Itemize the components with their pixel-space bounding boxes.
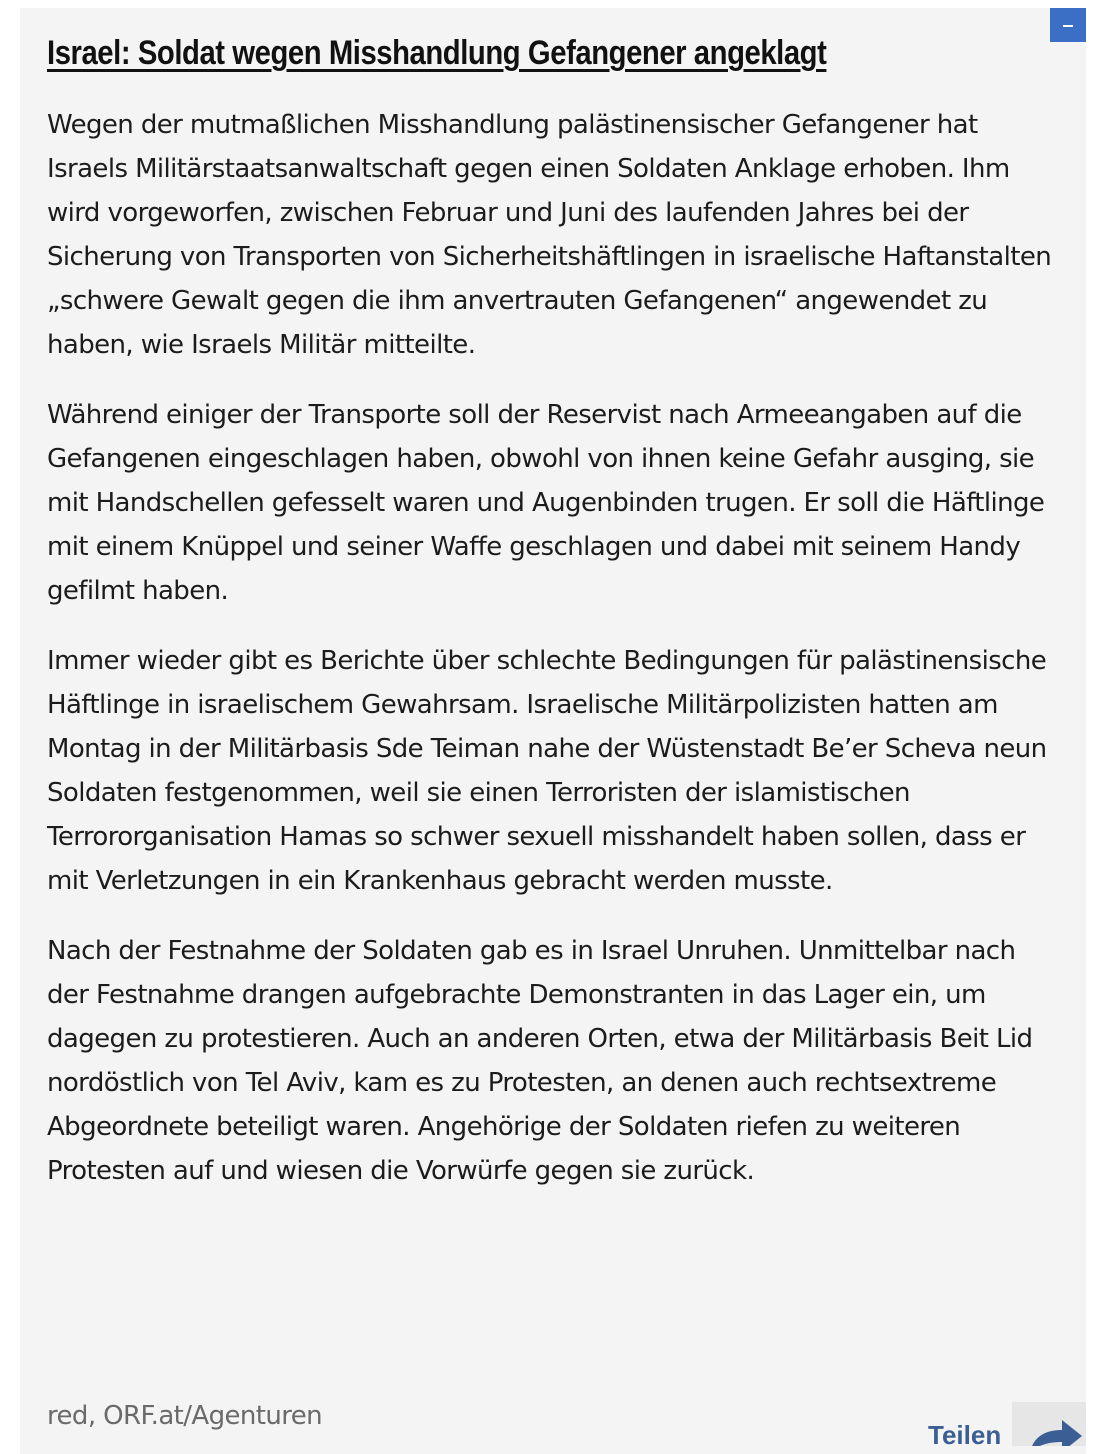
minus-icon xyxy=(1063,25,1073,27)
story-title[interactable]: Israel: Soldat wegen Misshandlung Gefangener angeklagt xyxy=(47,34,827,72)
story-source: red, ORF.at/Agenturen xyxy=(47,1401,323,1431)
story-paragraph-3: Immer wieder gibt es Berichte über schlechte Bedingungen für palästinensische Häftlinge in israelischem Gewahrsam. Israelische Militärpolizisten hatten am Montag in der Militärbasis Sde Teiman nahe der Wüstenstadt Be’er Scheva neun Soldaten festgenommen, weil sie einen Terroristen der islamistischen Terrororganisation Hamas so schwer sexuell misshandelt haben sollen, dass er mit Verletzungen in ein Krankenhaus gebracht werden musste. xyxy=(47,646,1047,896)
story-content xyxy=(47,103,1057,1219)
story-paragraph-2: Während einiger der Transporte soll der Reservist nach Armeeangaben auf die Gefangenen eingeschlagen haben, obwohl von ihnen keine Gefahr ausging, sie mit Handschellen gefesselt waren und Augenbinden trugen. Er soll die Häftlinge mit einem Knüppel und seiner Waffe geschlagen und dabei mit seinem Handy gefilmt haben. xyxy=(47,400,1045,606)
collapse-button[interactable] xyxy=(1050,8,1086,42)
share-button[interactable] xyxy=(1012,1402,1086,1446)
story-paragraph-1: Wegen der mutmaßlichen Misshandlung palästinensischer Gefangener hat Israels Militärstaatsanwaltschaft gegen einen Soldaten Anklage erhoben. Ihm wird vorgeworfen, zwischen Februar und Juni des laufenden Jahres bei der Sicherung von Transporten von Sicherheitshäftlingen in israelische Haftanstalten „schwere Gewalt gegen die ihm anvertrauten Gefangenen“ angewendet zu haben, wie Israels Militär mitteilte. xyxy=(47,110,1052,360)
share-link[interactable]: Teilen xyxy=(928,1420,1002,1450)
share-arrow-icon xyxy=(1026,1414,1086,1446)
story-paragraph-4: Nach der Festnahme der Soldaten gab es in Israel Unruhen. Unmittelbar nach der Festnahme drangen aufgebrachte Demonstranten in das Lager ein, um dagegen zu protestieren. Auch an anderen Orten, etwa der Militärbasis Beit Lid nordöstlich von Tel Aviv, kam es zu Protesten, an denen auch rechtsextreme Abgeordnete beteiligt waren. Angehörige der Soldaten riefen zu weiteren Protesten auf und wiesen die Vorwürfe gegen sie zurück. xyxy=(47,936,1033,1186)
